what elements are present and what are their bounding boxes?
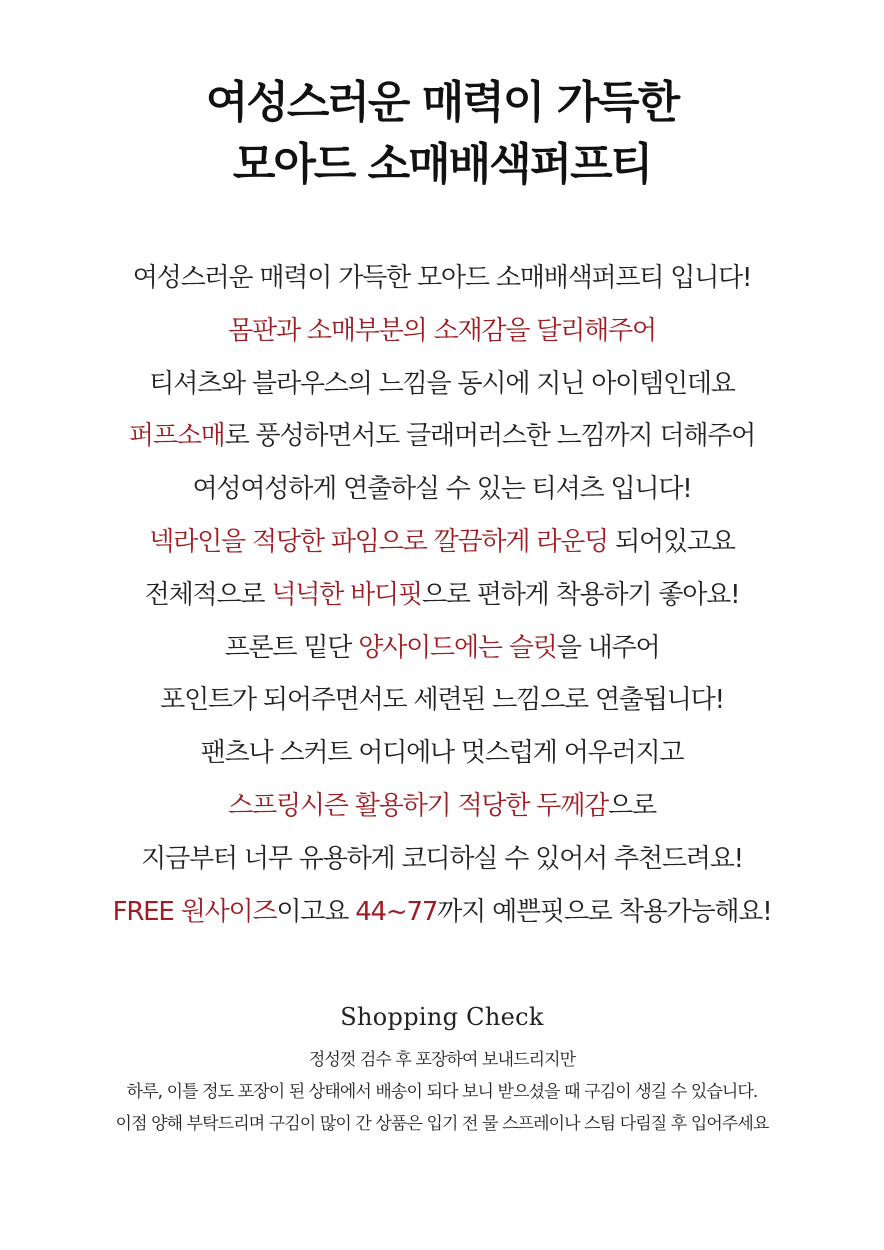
shopping-check-notice bbox=[0, 1044, 884, 1140]
description-line bbox=[0, 626, 884, 679]
description-text: 여성스러운 매력이 가득한 모아드 소매배색퍼프티 입니다! bbox=[132, 263, 752, 293]
description-text: 으로 편하게 착용하기 좋아요! bbox=[421, 579, 740, 610]
description-text: 로 풍성하면서도 글래머러스한 느낌까지 더해주어 bbox=[224, 421, 756, 452]
highlight-text: 양사이드에는 슬릿 bbox=[358, 632, 557, 663]
title-line-1: 여성스러운 매력이 가득한 bbox=[205, 77, 679, 128]
description-text: 으로 bbox=[608, 790, 656, 821]
description-line bbox=[0, 837, 884, 890]
description-line bbox=[0, 362, 884, 415]
shopping-check-title: Shopping Check bbox=[340, 1003, 544, 1031]
description-line bbox=[0, 678, 884, 731]
shopping-check-line: 이점 양해 부탁드리며 구김이 많이 간 상품은 입기 전 물 스프레이나 스팀 다림질 후 입어주세요 bbox=[115, 1114, 769, 1134]
description-line bbox=[0, 309, 884, 362]
description-line bbox=[0, 890, 884, 943]
description-text: 팬츠나 스커트 어디에나 멋스럽게 어우러지고 bbox=[200, 738, 684, 769]
highlight-text: 넉넉한 바디핏 bbox=[271, 579, 422, 610]
description-text: 이고요 bbox=[276, 896, 356, 927]
description-text: 포인트가 되어주면서도 세련된 느낌으로 연출됩니다! bbox=[160, 685, 724, 716]
description-line bbox=[0, 467, 884, 520]
description-text: 까지 예쁜핏으로 착용가능해요! bbox=[437, 896, 772, 927]
description-line bbox=[0, 414, 884, 467]
highlight-text: FREE 원사이즈 bbox=[112, 896, 277, 927]
description-text: 을 내주어 bbox=[556, 632, 660, 663]
description-text: 여성여성하게 연출하실 수 있는 티셔츠 입니다! bbox=[192, 474, 692, 505]
highlight-text: 몸판과 소매부분의 소재감을 달리해주어 bbox=[228, 315, 656, 346]
highlight-text: 44~77 bbox=[355, 896, 438, 927]
shopping-check-line: 정성껏 검수 후 포장하여 보내드리지만 bbox=[308, 1050, 576, 1070]
description-text: 지금부터 너무 유용하게 코디하실 수 있어서 추천드려요! bbox=[141, 843, 743, 874]
description-line bbox=[0, 256, 884, 309]
description-text: 전체적으로 bbox=[144, 579, 272, 610]
description-line bbox=[0, 784, 884, 837]
shopping-check-line: 하루, 이틀 정도 포장이 된 상태에서 배송이 되다 보니 받으셨을 때 구김이 생길 수 있습니다. bbox=[126, 1082, 758, 1102]
highlight-text: 넥라인을 적당한 파임으로 깔끔하게 라운딩 bbox=[149, 526, 609, 557]
title-line-2: 모아드 소매배색퍼프티 bbox=[232, 139, 652, 190]
description-line bbox=[0, 731, 884, 784]
description-line bbox=[0, 520, 884, 573]
description-text: 되어있고요 bbox=[608, 526, 735, 557]
description-text: 프론트 밑단 bbox=[224, 632, 359, 663]
product-description bbox=[0, 256, 884, 942]
highlight-text: 스프링시즌 활용하기 적당한 두께감 bbox=[228, 790, 609, 821]
highlight-text: 퍼프소매 bbox=[128, 421, 225, 452]
description-line bbox=[0, 573, 884, 626]
description-text: 티셔츠와 블라우스의 느낌을 동시에 지닌 아이템인데요 bbox=[149, 368, 735, 399]
product-title bbox=[0, 72, 884, 196]
